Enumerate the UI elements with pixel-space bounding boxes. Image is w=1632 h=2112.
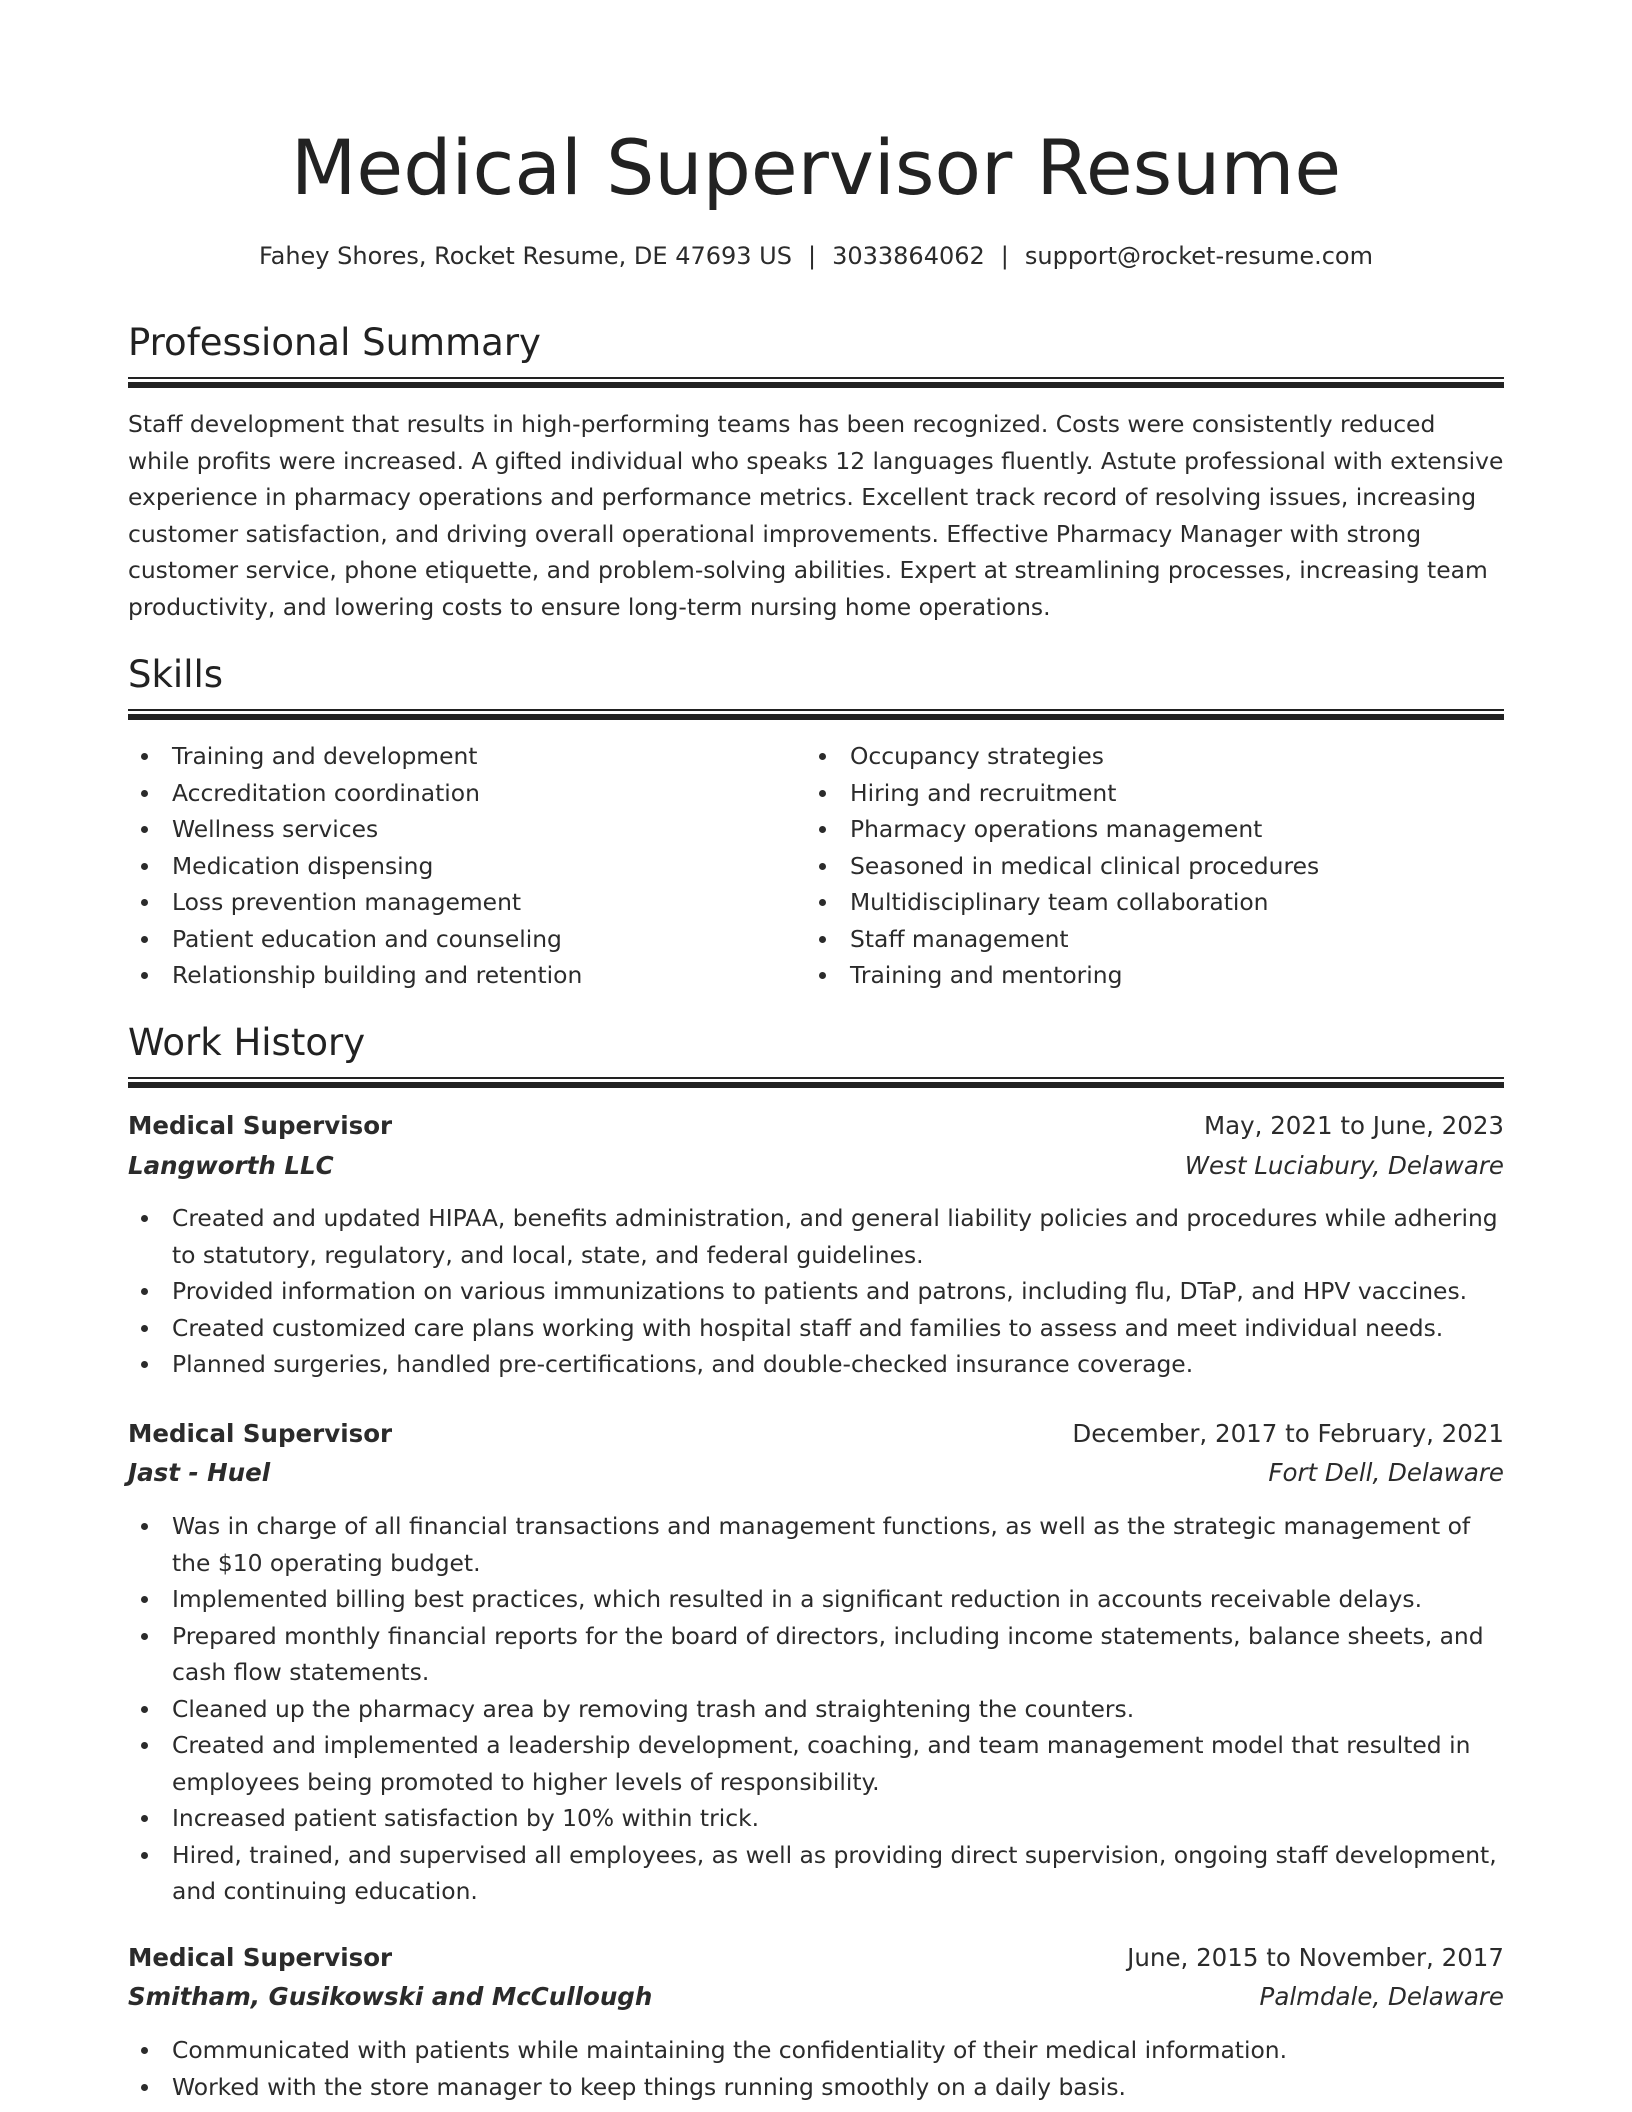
skill-item: Staff management [806, 921, 1319, 958]
job-bullet: Prepared monthly financial reports for the board of directors, including income statements, balance sheets, and cash flow statements. [128, 1618, 1504, 1691]
job-bullets [128, 1508, 1504, 1910]
job-bullet: Hired, trained, and supervised all employees, as well as providing direct supervision, ongoing staff development, and continuing education. [128, 1837, 1504, 1910]
contact-separator: | [807, 242, 817, 270]
skill-item: Relationship building and retention [128, 957, 582, 994]
skill-item: Medication dispensing [128, 848, 582, 885]
job-location: Palmdale, Delaware [1259, 1982, 1504, 2011]
job-bullet: Communicated with patients while maintaining the confidentiality of their medical information. [128, 2032, 1504, 2069]
skill-item: Training and development [128, 738, 582, 775]
contact-phone: 3033864062 [832, 242, 985, 270]
skills-list-right [806, 738, 1319, 994]
job-title: Medical Supervisor [128, 1943, 393, 1972]
skill-item: Wellness services [128, 811, 582, 848]
job-title: Medical Supervisor [128, 1419, 393, 1448]
section-heading-summary: Professional Summary [128, 321, 541, 364]
job-bullets [128, 1200, 1504, 1383]
skills-list-left [128, 738, 582, 994]
job-subheader [128, 1453, 1504, 1493]
skill-item: Pharmacy operations management [806, 811, 1319, 848]
section-divider [128, 709, 1504, 720]
job-header [128, 1938, 1504, 1978]
contact-separator: | [1000, 242, 1009, 270]
skill-item: Accreditation coordination [128, 775, 582, 812]
job-company: Smitham, Gusikowski and McCullough [128, 1982, 653, 2011]
job-bullet: Cleaned up the pharmacy area by removing trash and straightening the counters. [128, 1691, 1504, 1728]
job-company: Langworth LLC [128, 1151, 334, 1180]
job-title: Medical Supervisor [128, 1111, 393, 1140]
job-header [128, 1106, 1504, 1146]
job-subheader [128, 1146, 1504, 1186]
job-bullets [128, 2032, 1504, 2105]
job-subheader [128, 1977, 1504, 2017]
job-bullet: Increased patient satisfaction by 10% within trick. [128, 1800, 1504, 1837]
skill-item: Patient education and counseling [128, 921, 582, 958]
skill-item: Seasoned in medical clinical procedures [806, 848, 1319, 885]
job-location: West Luciabury, Delaware [1184, 1151, 1504, 1180]
job-dates: December, 2017 to February, 2021 [1072, 1419, 1504, 1448]
skill-item: Occupancy strategies [806, 738, 1319, 775]
job-bullet: Planned surgeries, handled pre-certifications, and double-checked insurance coverage. [128, 1346, 1504, 1383]
job-bullet: Implemented billing best practices, which resulted in a significant reduction in accounts receivable delays. [128, 1581, 1504, 1618]
job-bullet: Worked with the store manager to keep things running smoothly on a daily basis. [128, 2069, 1504, 2106]
job-dates: May, 2021 to June, 2023 [1203, 1111, 1504, 1140]
section-divider [128, 377, 1504, 388]
skill-item: Hiring and recruitment [806, 775, 1319, 812]
skill-item: Multidisciplinary team collaboration [806, 884, 1319, 921]
job-bullet: Created customized care plans working with hospital staff and families to assess and meet individual needs. [128, 1310, 1504, 1347]
job-dates: June, 2015 to November, 2017 [1127, 1943, 1504, 1972]
contact-address: Fahey Shores, Rocket Resume, DE 47693 US [259, 242, 792, 270]
job-company: Jast - Huel [128, 1458, 271, 1487]
section-heading-work-history: Work History [128, 1021, 366, 1064]
skill-item: Training and mentoring [806, 957, 1319, 994]
job-bullet: Created and implemented a leadership development, coaching, and team management model that resulted in employees being promoted to higher levels of responsibility. [128, 1727, 1504, 1800]
job-bullet: Was in charge of all financial transactions and management functions, as well as the strategic management of the $10 operating budget. [128, 1508, 1504, 1581]
section-heading-skills: Skills [128, 653, 224, 696]
job-header [128, 1414, 1504, 1454]
job-bullet: Provided information on various immunizations to patients and patrons, including flu, DTaP, and HPV vaccines. [128, 1273, 1504, 1310]
page-title: Medical Supervisor Resume [290, 123, 1342, 212]
section-divider [128, 1077, 1504, 1088]
job-location: Fort Dell, Delaware [1268, 1458, 1504, 1487]
contact-line [128, 238, 1504, 274]
skill-item: Loss prevention management [128, 884, 582, 921]
summary-text: Staff development that results in high-performing teams has been recognized. Costs were consistently reduced while profits were increased. A gifted individual who speaks 12 languages fluently. Astute professional with extensive experience in pharmacy operations and performance metrics. Excellent track record of resolving issues, increasing customer satisfaction, and driving overall operational improvements. Effective Pharmacy Manager with strong customer service, phone etiquette, and problem-solving abilities. Expert at streamlining processes, increasing team productivity, and lowering costs to ensure long-term nursing home operations. [128, 410, 1504, 621]
job-bullet: Created and updated HIPAA, benefits administration, and general liability policies and procedures while adhering to statutory, regulatory, and local, state, and federal guidelines. [128, 1200, 1504, 1273]
contact-email: support@rocket-resume.com [1024, 242, 1373, 270]
